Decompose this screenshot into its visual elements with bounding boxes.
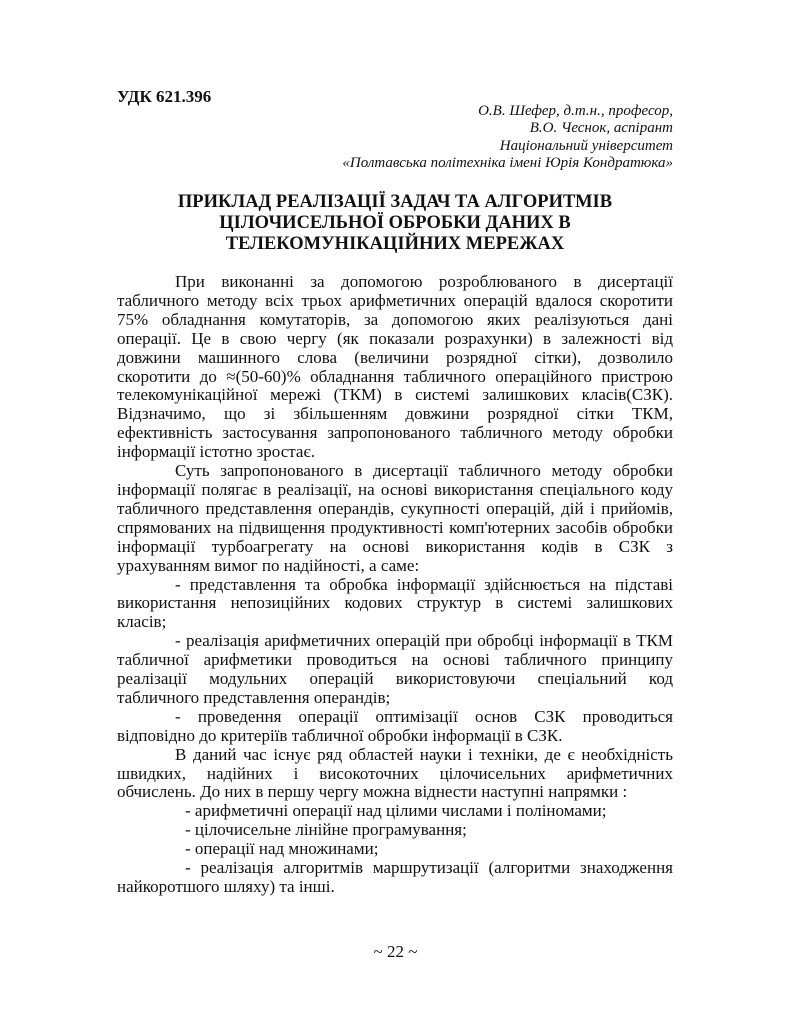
text-line: - проведення операції оптимізації основ СЗК проводиться bbox=[175, 706, 673, 726]
text-line: табличного методу всіх трьох арифметичних операцій вдалося скоротити bbox=[117, 290, 673, 310]
text-line: реалізації модульних операцій використовуючи спеціальний код bbox=[117, 669, 673, 689]
text-line: табличної арифметики проводиться на основі табличного принципу bbox=[117, 650, 673, 670]
text-line: операції. Це в свою чергу (як показали розрахунки) в залежності від bbox=[117, 328, 673, 348]
title-line: ПРИКЛАД РЕАЛІЗАЦІЇ ЗАДАЧ ТА АЛГОРИТМІВ bbox=[177, 192, 613, 212]
text-line: обчислень. До них в першу чергу можна віднести наступні напрямки : bbox=[117, 782, 628, 802]
text-line: ефективність застосування запропонованого табличного методу обробки bbox=[117, 423, 673, 443]
text-line: скоротити до ≈(50-60)% обладнання табличного операційного пристрою bbox=[117, 366, 673, 386]
author-1: О.В. Шефер, д.т.н., професор, bbox=[478, 103, 673, 119]
text-line: Суть запропонованого в дисертації табличного методу обробки bbox=[175, 461, 673, 481]
page-number: ~ 22 ~ bbox=[373, 942, 418, 961]
author-2: В.О. Чеснок, аспірант bbox=[529, 120, 673, 137]
udc-code: УДК 621.396 bbox=[117, 87, 212, 106]
text-line: використання непозиційних кодових структур в системі залишкових bbox=[117, 593, 673, 613]
text-line: телекомунікаційної мережі (ТКМ) в системі залишкових класів(СЗК). bbox=[117, 385, 673, 405]
text-line: інформації турбоагрегату на основі використання кодів в СЗК з bbox=[117, 536, 673, 556]
text-line: табличного представлення операндів, сукупності операцій, дій і прийомів, bbox=[117, 498, 673, 518]
text-line: 75% обладнання комутаторів, за допомогою яких реалізуються дані bbox=[117, 309, 673, 329]
text-line: спрямованих на підвищення продуктивності комп'ютерних засобів обробки bbox=[117, 517, 673, 537]
text-line: інформації істотно зростає. bbox=[117, 442, 315, 462]
text-line: довжини машинного слова (величини розрядної сітки), дозволило bbox=[117, 347, 673, 367]
title-line: ТЕЛЕКОМУНІКАЦІЙНИХ МЕРЕЖАХ bbox=[225, 234, 565, 254]
text-line: урахуванням вимог по надійності, а саме: bbox=[117, 555, 420, 575]
author-block bbox=[342, 103, 673, 173]
text-line: Відзначимо, що зі збільшенням довжини розрядної сітки ТКМ, bbox=[117, 404, 673, 424]
affiliation: Національний університет bbox=[499, 137, 673, 154]
text-line: При виконанні за допомогою розроблюваного в дисертації bbox=[175, 272, 673, 291]
text-line: швидких, надійних і високоточних цілочисельних арифметичних bbox=[117, 763, 673, 783]
text-line: відповідно до критеріїв табличної обробки інформації в СЗК. bbox=[117, 725, 563, 745]
article-title bbox=[117, 192, 673, 255]
text-line: - реалізація арифметичних операцій при обробці інформації в ТКМ bbox=[175, 631, 673, 651]
text-line: - арифметичні операції над цілими числами і поліномами; bbox=[185, 801, 607, 821]
text-line: - представлення та обробка інформації здійснюється на підставі bbox=[175, 574, 673, 594]
text-line: табличного представлення операндів; bbox=[117, 687, 391, 707]
text-line: класів; bbox=[117, 612, 167, 632]
text-line: найкоротшого шляху) та інші. bbox=[117, 877, 335, 896]
article-body bbox=[117, 273, 673, 897]
text-line: - операції над множинами; bbox=[185, 839, 379, 859]
text-line: В даний час існує ряд областей науки і техніки, де є необхідність bbox=[175, 744, 673, 764]
title-line: ЦІЛОЧИСЕЛЬНОЇ ОБРОБКИ ДАНИХ В bbox=[219, 213, 571, 233]
affiliation-name: «Полтавська політехніка імені Юрія Кондратюка» bbox=[342, 155, 673, 172]
text-line: - реалізація алгоритмів маршрутизації (алгоритми знаходження bbox=[185, 858, 673, 878]
text-line: інформації полягає в реалізації, на основі використання спеціального коду bbox=[117, 479, 673, 499]
text-line: - цілочисельне лінійне програмування; bbox=[185, 820, 467, 840]
